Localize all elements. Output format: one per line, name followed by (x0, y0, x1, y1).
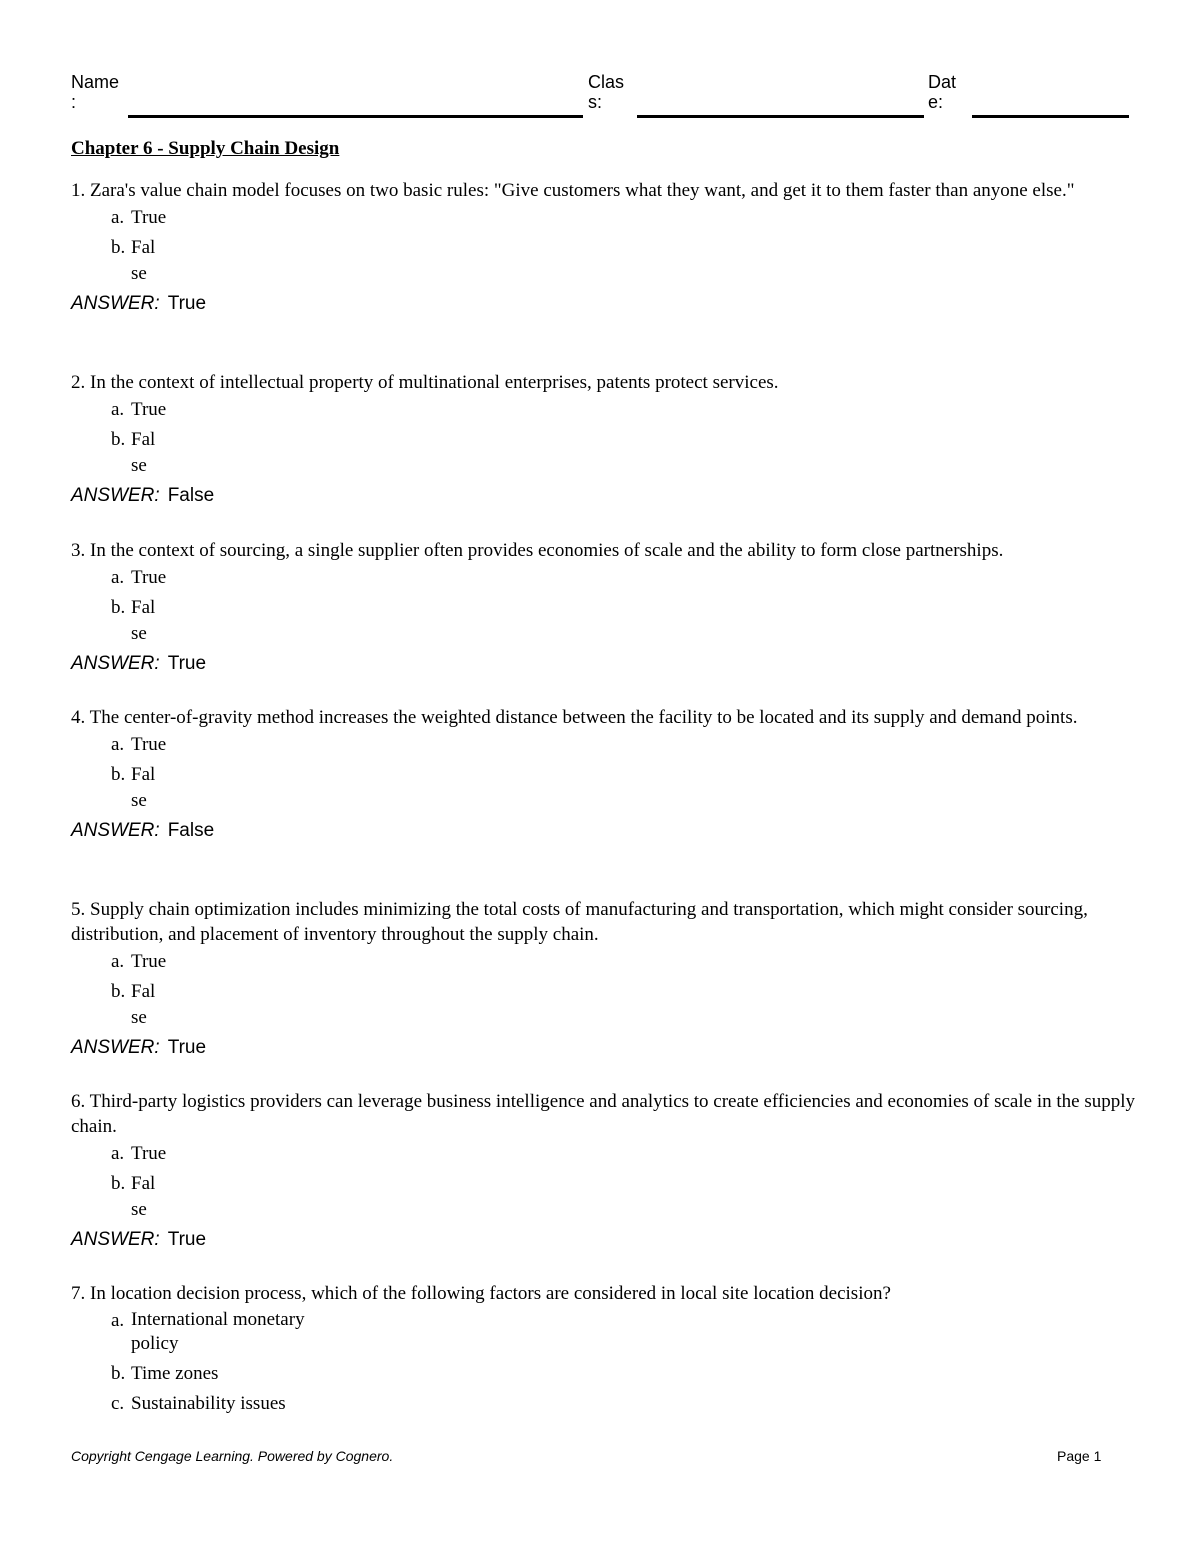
choice-list (111, 565, 1141, 647)
choice-a[interactable]: a. True (111, 207, 167, 228)
question-text: 4. The center-of-gravity method increases the weighted distance between the facility to be located and its supply and demand points. (71, 707, 1078, 728)
choice-a[interactable]: a. True (111, 567, 167, 588)
choice-b[interactable]: b. False (111, 764, 156, 811)
choice-a[interactable]: a. True (111, 951, 167, 972)
choice-a[interactable]: a. International monetary policy (111, 1309, 305, 1354)
question-text: 1. Zara's value chain model focuses on two basic rules: "Give customers what they want, and get it to them faster than anyone else." (71, 180, 1075, 201)
question-text: 7. In location decision process, which of the following factors are considered in local site location decision? (71, 1283, 891, 1304)
question-text: 6. Third-party logistics providers can leverage business intelligence and analytics to create efficiencies and economies of scale in the supply chain. (71, 1091, 1135, 1137)
name-label: Name : (71, 72, 120, 112)
choice-a[interactable]: a. True (111, 1143, 167, 1164)
choice-a[interactable]: a. True (111, 734, 167, 755)
answer-line: ANSWER: False (71, 820, 215, 841)
question-1 (71, 178, 1141, 316)
copyright-text: Copyright Cengage Learning. Powered by Cognero. (71, 1448, 394, 1464)
question-text: 2. In the context of intellectual property of multinational enterprises, patents protect services. (71, 372, 779, 393)
choice-list (111, 1308, 1141, 1416)
choice-b[interactable]: b. False (111, 1173, 156, 1220)
answer-value: False (167, 485, 215, 506)
page-number: Page 1 (1057, 1448, 1102, 1464)
question-5 (71, 897, 1141, 1060)
answer-value: True (167, 1229, 207, 1250)
choice-a[interactable]: a. True (111, 399, 167, 420)
choice-b[interactable]: b. Time zones (111, 1363, 219, 1384)
choice-list (111, 949, 1141, 1031)
choice-list (111, 205, 1141, 287)
class-field-line[interactable] (637, 115, 924, 118)
answer-line: ANSWER: True (71, 293, 207, 314)
answer-line: ANSWER: True (71, 1037, 207, 1058)
question-4 (71, 705, 1141, 843)
question-2 (71, 370, 1141, 508)
class-label: Clas s: (588, 72, 625, 112)
question-6 (71, 1089, 1141, 1252)
answer-line: ANSWER: False (71, 485, 215, 506)
date-label: Dat e: (928, 72, 957, 112)
answer-line: ANSWER: True (71, 653, 207, 674)
answer-line: ANSWER: True (71, 1229, 207, 1250)
choice-b[interactable]: b. False (111, 237, 156, 284)
choice-list (111, 1141, 1141, 1223)
choice-list (111, 732, 1141, 814)
question-text: 5. Supply chain optimization includes minimizing the total costs of manufacturing and transportation, which might consider sourcing, distribution, and placement of inventory throughout the supply chain. (71, 899, 1088, 945)
choice-b[interactable]: b. False (111, 429, 156, 476)
question-text: 3. In the context of sourcing, a single supplier often provides economies of scale and the ability to form close partnerships. (71, 540, 1004, 561)
name-field-line[interactable] (128, 115, 583, 118)
question-3 (71, 538, 1141, 676)
date-field-line[interactable] (972, 115, 1129, 118)
answer-value: False (167, 820, 215, 841)
choice-list (111, 397, 1141, 479)
choice-b[interactable]: b. False (111, 981, 156, 1028)
answer-value: True (167, 293, 207, 314)
answer-value: True (167, 653, 207, 674)
answer-value: True (167, 1037, 207, 1058)
chapter-title: Chapter 6 - Supply Chain Design (71, 138, 340, 159)
question-7 (71, 1281, 1141, 1421)
choice-c[interactable]: c. Sustainability issues (111, 1393, 286, 1414)
choice-b[interactable]: b. False (111, 597, 156, 644)
